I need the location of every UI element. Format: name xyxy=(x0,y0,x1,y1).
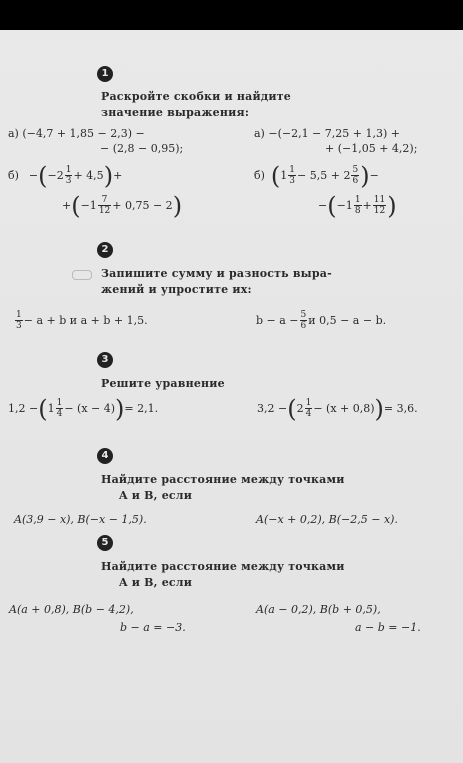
p2-title-line1: Запишите сумму и разность выра- xyxy=(101,267,332,280)
p1-a-left-line1: а) (−4,7 + 1,85 − 2,3) − xyxy=(8,127,145,140)
fraction: $\frac{1}{3}$ xyxy=(65,165,72,186)
top-black-bar xyxy=(0,0,463,30)
fraction: $\frac{1}{3}$ xyxy=(289,165,296,186)
p2-right-pre: b − a − xyxy=(256,314,299,327)
p3-left-pre: 1,2 − xyxy=(8,402,39,415)
p1-b-left-rest: + 4,5 xyxy=(73,169,104,182)
p1-b-right2-plus: + xyxy=(362,199,372,212)
p2-title-line2: жений и упростите их: xyxy=(101,283,252,296)
p5-right-line2: a − b = −1. xyxy=(355,621,421,634)
bracket-close: ) xyxy=(103,161,114,190)
worksheet-page xyxy=(0,30,463,763)
bracket-close: ) xyxy=(374,394,384,423)
fraction: $\frac{5}{6}$ xyxy=(352,165,359,186)
p3-left-end: = 2,1. xyxy=(124,402,159,415)
p1-b-right-minus: − xyxy=(369,169,379,182)
p1-b-right-label: б) xyxy=(254,169,265,182)
problem-badge-5: 5 xyxy=(97,535,113,551)
p1-b-right-line2 xyxy=(318,191,397,220)
p1-b-left2-int: −1 xyxy=(80,199,97,212)
fraction: $\frac{7}{12}$ xyxy=(98,195,111,216)
p1-b-right2-int: −1 xyxy=(336,199,353,212)
bracket-open: ( xyxy=(327,191,337,220)
p2-left-text: − a + b и a + b + 1,5. xyxy=(23,314,148,327)
p5-title-line1: Найдите расстояние между точками xyxy=(101,560,345,573)
p3-left-mid: − (x − 4) xyxy=(64,402,116,415)
p4-left: A(3,9 − x), B(−x − 1,5). xyxy=(14,513,147,526)
problem-badge-1: 1 xyxy=(97,66,113,82)
p5-title-line2: A и B, если xyxy=(119,576,193,589)
bracket-open: ( xyxy=(38,161,48,190)
p3-left-equation xyxy=(8,394,159,423)
p1-b-right-mid: − 5,5 + 2 xyxy=(297,169,351,182)
p1-b-left-int: −2 xyxy=(47,169,64,182)
p3-right-int: 2 xyxy=(296,402,304,415)
p5-right-line1: A(a − 0,2), B(b + 0,5), xyxy=(256,603,381,616)
bracket-open: ( xyxy=(71,191,81,220)
p3-right-end: = 3,6. xyxy=(383,402,418,415)
p1-title-line2: значение выражения: xyxy=(101,106,250,119)
p3-right-equation xyxy=(257,394,418,423)
p1-b-label: б) xyxy=(8,169,19,182)
p3-left-int: 1 xyxy=(47,402,55,415)
bracket-open: ( xyxy=(38,394,48,423)
fraction: $\frac{5}{6}$ xyxy=(300,310,307,331)
fraction: $\frac{1}{8}$ xyxy=(354,195,361,216)
bracket-open: ( xyxy=(287,394,297,423)
problem-badge-3: 3 xyxy=(97,352,113,368)
problem-badge-2: 2 xyxy=(97,242,113,258)
p1-title-line1: Раскройте скобки и найдите xyxy=(101,90,291,103)
bracket-close: ) xyxy=(360,161,370,190)
p1-b-left2-plus: + xyxy=(62,199,72,212)
fraction: $\frac{1}{4}$ xyxy=(305,398,312,419)
p1-b-left-minus: − xyxy=(28,169,39,182)
problem-badge-4: 4 xyxy=(97,448,113,464)
p4-title-line1: Найдите расстояние между точками xyxy=(101,473,345,486)
p1-b-left-line2 xyxy=(62,191,183,220)
p2-right-expr xyxy=(256,310,386,331)
p1-a-right-line2: + (−1,05 + 4,2); xyxy=(325,142,418,155)
p3-title: Решите уравнение xyxy=(101,377,225,390)
bracket-close: ) xyxy=(115,394,125,423)
fraction: $\frac{1}{4}$ xyxy=(56,398,63,419)
p1-b-right2-minus: − xyxy=(318,199,328,212)
p4-title-line2: A и B, если xyxy=(119,489,193,502)
fraction: $\frac{1}{3}$ xyxy=(16,310,22,331)
p5-left-line1: A(a + 0,8), B(b − 4,2), xyxy=(9,603,134,616)
p1-b-right-line1 xyxy=(254,161,379,190)
p1-b-left-line1 xyxy=(8,161,123,190)
p3-right-mid: − (x + 0,8) xyxy=(313,402,375,415)
p1-a-left-line2: − (2,8 − 0,95); xyxy=(100,142,184,155)
p4-right: A(−x + 0,2), B(−2,5 − x). xyxy=(256,513,398,526)
p1-b-right-int: 1 xyxy=(280,169,288,182)
p1-a-right-line1: а) −(−2,1 − 7,25 + 1,3) + xyxy=(254,127,400,140)
p1-b-left-plus: + xyxy=(113,169,123,182)
p5-left-line2: b − a = −3. xyxy=(120,621,186,634)
p2-right-text: и 0,5 − a − b. xyxy=(308,314,387,327)
bracket-open: ( xyxy=(270,161,281,190)
ink-mark xyxy=(72,270,92,280)
p1-b-left2-rest: + 0,75 − 2 xyxy=(112,199,173,212)
bracket-close: ) xyxy=(172,191,183,220)
bracket-close: ) xyxy=(387,191,397,220)
fraction: $\frac{11}{12}$ xyxy=(373,195,386,216)
p3-right-pre: 3,2 − xyxy=(257,402,288,415)
p2-left-expr xyxy=(14,310,148,331)
